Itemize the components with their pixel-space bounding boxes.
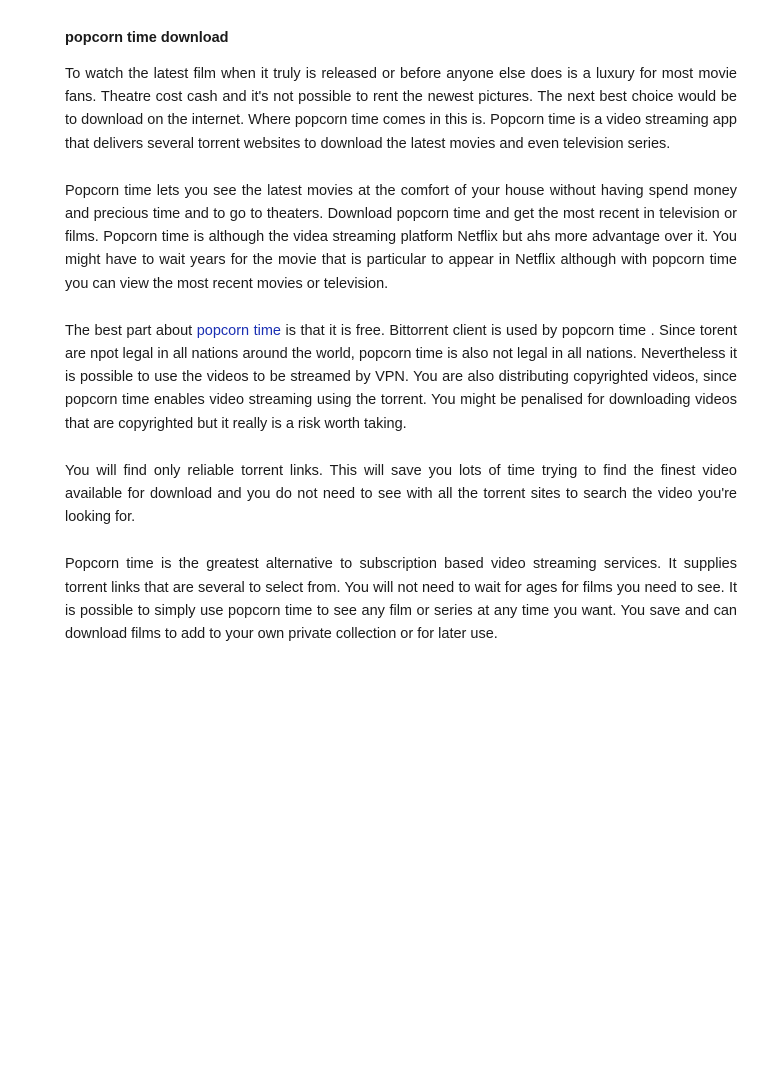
paragraph-5: Popcorn time is the greatest alternative to subscription based video streaming services. It supplies torrent links that are several to select from. You will not need to wait for ages for films you need to see. It is possible to simply use popcorn time to see any film or series at any time you want. You save and can download films to add to your own private collection or for later use.: [65, 556, 737, 643]
paragraph-4: You will find only reliable torrent links. This will save you lots of time trying to find the finest video available for download and you do not need to see with all the torrent sites to search the video you're looking for.: [65, 462, 737, 526]
paragraph-3: [65, 320, 737, 436]
paragraph-2: Popcorn time lets you see the latest movies at the comfort of your house without having spend money and precious time and to go to theaters. Download popcorn time and get the most recent in television or films. Popcorn time is although the videa streaming platform Netflix but ahs more advantage over it. You might have to wait years for the movie that is particular to appear in Netflix although with popcorn time you can view the most recent movies or television.: [65, 182, 737, 292]
document-page: [65, 27, 737, 670]
paragraph-3-text-after: is that it is free. Bittorrent client is used by popcorn time . Since torent are npot legal in all nations around the world, popcorn time is also not legal in all nations. Nevertheless it is possible to use the videos to be streamed by VPN. You are also distributing copyrighted videos, since popcorn time enables video streaming using the torrent. You might be penalised for downloading videos that are copyrighted but it really is a risk worth taking.: [65, 322, 737, 432]
document-title: popcorn time download: [65, 30, 229, 46]
popcorn-time-link[interactable]: popcorn time: [196, 322, 281, 339]
paragraph-3-text-before: The best part about: [65, 322, 197, 339]
paragraph-1: To watch the latest film when it truly is released or before anyone else does is a luxury for most movie fans. Theatre cost cash and it's not possible to rent the newest pictures. The next best choice would be to download on the internet. Where popcorn time comes in this is. Popcorn time is a video streaming app that delivers several torrent websites to download the latest movies and even television series.: [65, 66, 737, 152]
